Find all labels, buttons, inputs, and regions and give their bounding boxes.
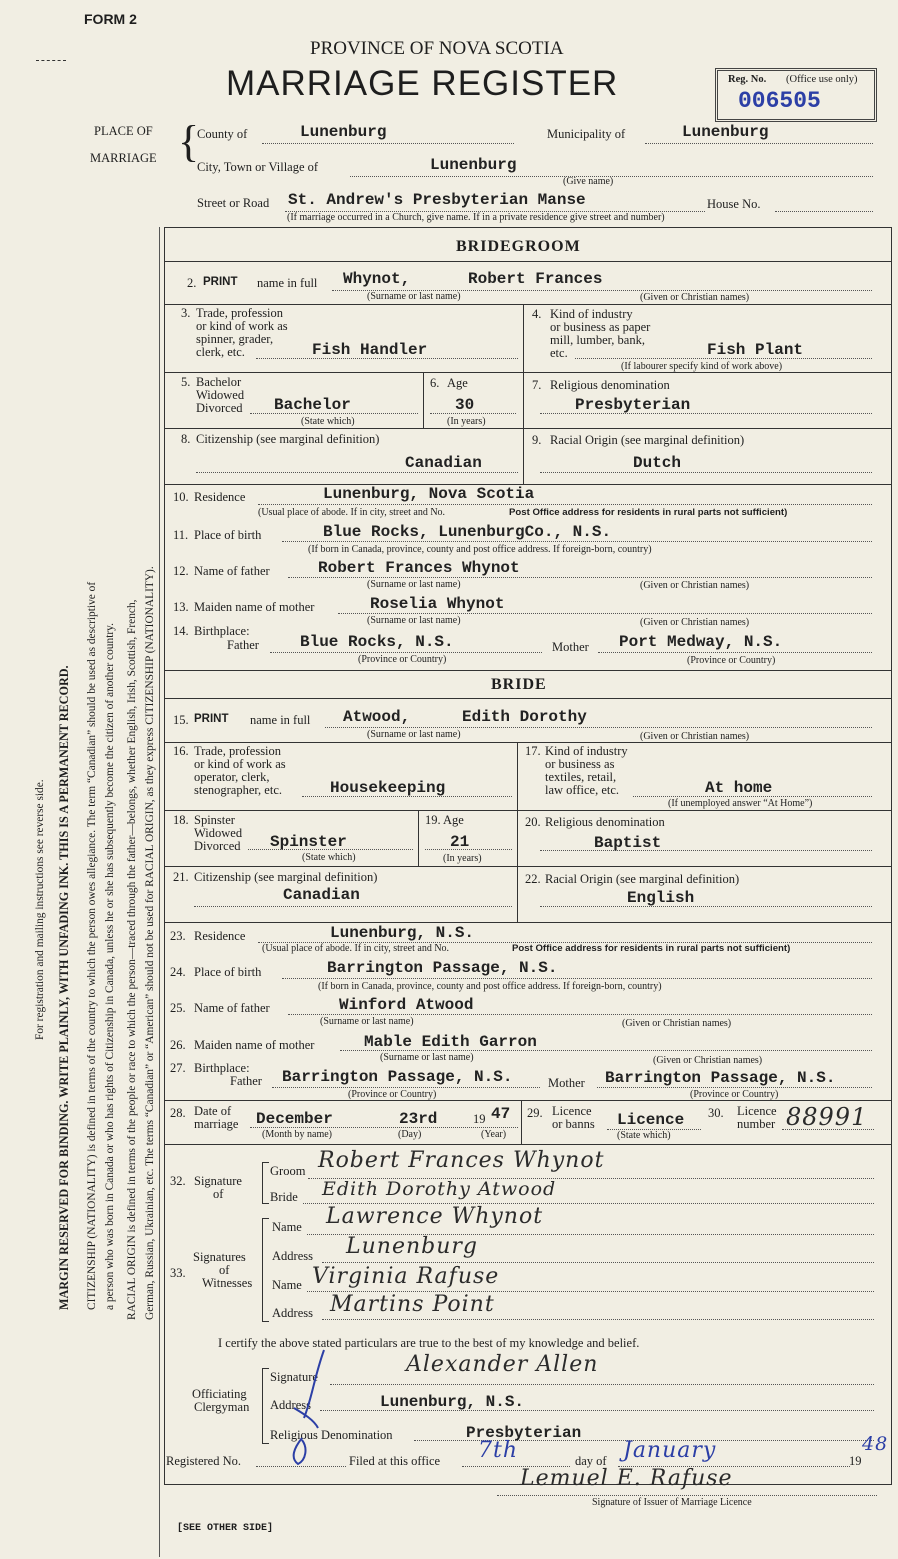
street-value: St. Andrew's Presbyterian Manse: [288, 191, 586, 209]
father-bp-label-2: Father: [230, 1074, 262, 1088]
f30-line2: number: [737, 1117, 776, 1131]
f3-line4: clerk, etc.: [196, 345, 245, 359]
given-note-2: (Given or Christian names): [640, 580, 750, 591]
f14-label: Birthplace:: [194, 624, 250, 638]
groom-surname: Whynot,: [343, 270, 411, 288]
marriage-month: December: [256, 1110, 333, 1128]
clergy-denom-label: Religious Denomination: [270, 1428, 393, 1442]
clergy-address: Lunenburg, N.S.: [380, 1393, 525, 1411]
birth-note-2: (If born in Canada, province, county and post office address. If foreign-born, country): [318, 981, 662, 992]
f5-line1: Bachelor: [196, 375, 242, 389]
bride-trade: Housekeeping: [330, 779, 446, 797]
f26-label: Maiden name of mother: [194, 1038, 315, 1052]
registered-no-label: Registered No.: [166, 1454, 241, 1468]
f17-line1: Kind of industry: [545, 744, 628, 758]
bride-mother-birthplace: Barrington Passage, N.S.: [605, 1069, 836, 1087]
f33-num: 33.: [170, 1266, 186, 1280]
give-name-note: (Give name): [563, 176, 614, 187]
surname-note-6: (Surname or last name): [380, 1052, 474, 1063]
bride-given: Edith Dorothy: [462, 708, 587, 726]
f9-num: 9.: [532, 433, 542, 447]
f9-label: Racial Origin (see marginal definition): [550, 433, 745, 447]
province-note-3: (Province or Country): [348, 1089, 437, 1100]
filed-year: 48: [862, 1433, 889, 1455]
mother-bp-label-2: Mother: [548, 1076, 585, 1090]
municipality-value: Lunenburg: [682, 123, 769, 141]
f4-line1: Kind of industry: [550, 307, 633, 321]
scan-mark: [36, 60, 66, 61]
f18-line2: Widowed: [194, 826, 243, 840]
day-of-label: day of: [575, 1454, 607, 1468]
margin-racial-def-2: German, Russian, Ukrainian, etc. The terms “Canadian” or “American” should not be used for RACIAL ORIGIN, as they express CITIZENSHIP (NATIONALITY).: [144, 566, 156, 1320]
f17-line3: textiles, retail,: [545, 770, 617, 784]
f33-line3: Witnesses: [202, 1276, 253, 1290]
unemployed-note: (If unemployed answer “At Home”): [668, 798, 813, 809]
province-heading: PROVINCE OF NOVA SCOTIA: [310, 38, 564, 59]
age-note-2: (In years): [443, 853, 482, 864]
filed-day: 7th: [478, 1438, 519, 1463]
f3-line2: or kind of work as: [196, 319, 288, 333]
f29-line1: Licence: [552, 1104, 592, 1118]
f25-num: 25.: [170, 1001, 186, 1015]
f33-line2: of: [219, 1263, 230, 1277]
issuer-label: Signature of Issuer of Marriage Licence: [592, 1497, 752, 1508]
f5-num: 5.: [181, 375, 191, 389]
f3-line3: spinner, grader,: [196, 332, 274, 346]
bride-residence: Lunenburg, N.S.: [330, 924, 475, 942]
office-use-note: (Office use only): [786, 74, 858, 85]
form-label: FORM 2: [84, 11, 137, 27]
form-frame: [164, 227, 892, 1485]
f3-line1: Trade, profession: [196, 306, 284, 320]
f16-line4: stenographer, etc.: [194, 783, 283, 797]
f13-num: 13.: [173, 600, 189, 614]
f5-line3: Divorced: [196, 401, 243, 415]
f6-num: 6.: [430, 376, 440, 390]
mother-bp-label: Mother: [552, 640, 589, 654]
city-value: Lunenburg: [430, 156, 517, 174]
f8-label: Citizenship (see marginal definition): [196, 432, 380, 446]
issuer-signature: Lemuel E. Rafuse: [520, 1466, 733, 1491]
f7-label: Religious denomination: [550, 378, 670, 392]
given-note-6: (Given or Christian names): [653, 1055, 763, 1066]
f26-num: 26.: [170, 1038, 186, 1052]
margin-racial-def: RACIAL ORIGIN is defined in terms of the people or race to which the person—traced through the father—belongs, whether English, Irish, Scottish, French,: [126, 599, 138, 1320]
f21-label: Citizenship (see marginal definition): [194, 870, 378, 884]
status-note: (State which): [301, 416, 355, 427]
f32-line1: Signature: [194, 1174, 242, 1188]
groom-trade: Fish Handler: [312, 341, 428, 359]
bride-racial: English: [627, 889, 695, 907]
margin-permanent-record: MARGIN RESERVED FOR BINDING. WRITE PLAINLY, WITH UNFADING INK. THIS IS A PERMANENT RECORD.: [57, 665, 71, 1310]
f14-num: 14.: [173, 624, 189, 638]
groom-industry: Fish Plant: [707, 341, 804, 359]
f32-line2: of: [213, 1187, 224, 1201]
bride-sig-label: Bride: [270, 1190, 298, 1204]
f12-num: 12.: [173, 564, 189, 578]
f16-line1: Trade, profession: [194, 744, 282, 758]
marriage-day: 23rd: [399, 1110, 438, 1128]
f30-line1: Licence: [737, 1104, 777, 1118]
f16-line3: operator, clerk,: [194, 770, 270, 784]
page-title: MARRIAGE REGISTER: [226, 64, 619, 103]
father-bp-label: Father: [227, 638, 259, 652]
f13-label: Maiden name of mother: [194, 600, 315, 614]
f8-num: 8.: [181, 432, 191, 446]
f18-line3: Divorced: [194, 839, 241, 853]
given-note: (Given or Christian names): [640, 292, 750, 303]
f15-print: PRINT: [194, 713, 229, 725]
certify-text: I certify the above stated particulars are true to the best of my knowledge and belief.: [218, 1336, 640, 1350]
street-note: (If marriage occurred in a Church, give name. If in a private residence give street and number): [287, 212, 665, 223]
f3-num: 3.: [181, 306, 191, 320]
blue-initials-mark: [284, 1348, 334, 1468]
f19-num: 19.: [425, 813, 441, 827]
margin-citizenship-def: CITIZENSHIP (NATIONALITY) is defined in terms of the country to which the person owes allegiance. The term “Canadian” should be used as descriptive of: [86, 581, 98, 1310]
surname-note-4: (Surname or last name): [367, 729, 461, 740]
street-label: Street or Road: [197, 196, 270, 210]
clergy-sig-label: Signature: [270, 1370, 318, 1384]
clergy-signature: Alexander Allen: [406, 1352, 599, 1377]
f27-label: Birthplace:: [194, 1061, 250, 1075]
f12-label: Name of father: [194, 564, 270, 578]
province-note-2: (Province or Country): [687, 655, 776, 666]
groom-given: Robert Frances: [468, 270, 603, 288]
see-other-side: [SEE OTHER SIDE]: [177, 1523, 274, 1534]
groom-heading: BRIDEGROOM: [456, 238, 581, 255]
day-note: (Day): [398, 1129, 422, 1140]
officiating-label-1: Officiating: [192, 1387, 247, 1401]
f28-line2: marriage: [194, 1117, 239, 1131]
groom-sig-label: Groom: [270, 1164, 306, 1178]
witness1-address: Lunenburg: [346, 1234, 478, 1259]
f28-line1: Date of: [194, 1104, 232, 1118]
given-note-5: (Given or Christian names): [622, 1018, 732, 1029]
brace: {: [178, 117, 200, 166]
clergy-denomination: Presbyterian: [466, 1424, 582, 1442]
year-note: (Year): [481, 1129, 507, 1140]
groom-signature: Robert Frances Whynot: [318, 1148, 605, 1173]
f29-line2: or banns: [552, 1117, 595, 1131]
f5-line2: Widowed: [196, 388, 245, 402]
f15-label: name in full: [250, 713, 311, 727]
f2-print: PRINT: [203, 276, 238, 288]
given-note-3: (Given or Christian names): [640, 617, 750, 628]
place-of-label: PLACE OF: [94, 124, 153, 138]
f17-line4: law office, etc.: [545, 783, 620, 797]
industry-note: (If labourer specify kind of work above): [621, 361, 783, 372]
w1-name-label: Name: [272, 1220, 302, 1234]
f16-num: 16.: [173, 744, 189, 758]
municipality-label: Municipality of: [547, 127, 626, 141]
f30-num: 30.: [708, 1106, 724, 1120]
province-note-4: (Province or Country): [690, 1089, 779, 1100]
bride-signature: Edith Dorothy Atwood: [322, 1178, 557, 1200]
f11-num: 11.: [173, 528, 189, 542]
groom-racial: Dutch: [633, 454, 682, 472]
groom-citizenship: Canadian: [405, 454, 482, 472]
witness2-address: Martins Point: [330, 1292, 495, 1317]
f7-num: 7.: [532, 378, 542, 392]
clergy-address-label: Address: [270, 1398, 311, 1412]
residence-note-2: Post Office address for residents in rural parts not sufficient): [509, 507, 788, 518]
city-label: City, Town or Village of: [197, 160, 319, 174]
margin-citizenship-def-2: a person who was born in Canada or who has rights of Citizenship in Canada, unless he or she has subsequently become the citizen of another country.: [104, 623, 116, 1310]
f22-label: Racial Origin (see marginal definition): [545, 872, 740, 886]
f4-line2: or business as paper: [550, 320, 651, 334]
f24-num: 24.: [170, 965, 186, 979]
f17-line2: or business as: [545, 757, 615, 771]
witness1-name: Lawrence Whynot: [326, 1204, 544, 1229]
groom-father-birthplace: Blue Rocks, N.S.: [300, 633, 454, 651]
licence-number: 88991: [786, 1103, 868, 1131]
residence-note-4: Post Office address for residents in rural parts not sufficient): [512, 943, 791, 954]
f10-num: 10.: [173, 490, 189, 504]
f6-label: Age: [447, 376, 468, 390]
w2-address-label: Address: [272, 1306, 313, 1320]
bride-religion: Baptist: [594, 834, 662, 852]
w2-name-label: Name: [272, 1278, 302, 1292]
bride-citizenship: Canadian: [283, 886, 360, 904]
surname-note-5: (Surname or last name): [320, 1016, 414, 1027]
bride-industry: At home: [705, 779, 773, 797]
groom-father: Robert Frances Whynot: [318, 559, 520, 577]
f21-num: 21.: [173, 870, 189, 884]
house-no-label: House No.: [707, 197, 761, 211]
groom-religion: Presbyterian: [575, 396, 691, 414]
f25-label: Name of father: [194, 1001, 270, 1015]
bride-age: 21: [450, 833, 470, 851]
year-prefix: 19: [473, 1112, 486, 1126]
f28-num: 28.: [170, 1106, 186, 1120]
reg-number-box: [715, 68, 877, 122]
f23-label: Residence: [194, 929, 246, 943]
f33-line1: Signatures: [193, 1250, 246, 1264]
f18-num: 18.: [173, 813, 189, 827]
f17-num: 17.: [525, 744, 541, 758]
bride-mother: Mable Edith Garron: [364, 1033, 537, 1051]
f20-num: 20.: [525, 815, 541, 829]
licence-or-banns: Licence: [617, 1111, 685, 1129]
surname-note-3: (Surname or last name): [367, 615, 461, 626]
margin-instructions: For registration and mailing instructions see reverse side.: [34, 779, 46, 1040]
f10-label: Residence: [194, 490, 246, 504]
f2-num: 2.: [187, 276, 197, 290]
f27-num: 27.: [170, 1061, 186, 1075]
f29-num: 29.: [527, 1106, 543, 1120]
groom-birthplace: Blue Rocks, LunenburgCo., N.S.: [323, 523, 612, 541]
groom-mother: Roselia Whynot: [370, 595, 505, 613]
bride-birthplace: Barrington Passage, N.S.: [327, 959, 558, 977]
groom-status: Bachelor: [274, 396, 351, 414]
filed-month: January: [623, 1438, 717, 1463]
officiating-label-2: Clergyman: [194, 1400, 250, 1414]
f16-line2: or kind of work as: [194, 757, 286, 771]
w1-address-label: Address: [272, 1249, 313, 1263]
age-note: (In years): [447, 416, 486, 427]
f15-num: 15.: [173, 713, 189, 727]
reg-no-label: Reg. No.: [728, 74, 767, 85]
birth-note: (If born in Canada, province, county and post office address. If foreign-born, country): [308, 544, 652, 555]
bride-father: Winford Atwood: [339, 996, 474, 1014]
groom-mother-birthplace: Port Medway, N.S.: [619, 633, 783, 651]
given-note-4: (Given or Christian names): [640, 731, 750, 742]
reg-number: 006505: [738, 88, 821, 114]
bride-father-birthplace: Barrington Passage, N.S.: [282, 1068, 513, 1086]
f24-label: Place of birth: [194, 965, 262, 979]
bride-heading: BRIDE: [491, 676, 547, 693]
f4-num: 4.: [532, 307, 542, 321]
filed-label: Filed at this office: [349, 1454, 441, 1468]
month-note: (Month by name): [262, 1129, 332, 1140]
surname-note-2: (Surname or last name): [367, 579, 461, 590]
groom-age: 30: [455, 396, 475, 414]
status-note-3: (State which): [617, 1130, 671, 1141]
groom-residence: Lunenburg, Nova Scotia: [323, 485, 535, 503]
f32-num: 32.: [170, 1174, 186, 1188]
f19-label: Age: [443, 813, 464, 827]
province-note-1: (Province or Country): [358, 654, 447, 665]
marriage-label: MARRIAGE: [90, 151, 157, 165]
residence-note-1: (Usual place of abode. If in city, street and No.: [258, 507, 446, 518]
f20-label: Religious denomination: [545, 815, 665, 829]
bride-status: Spinster: [270, 833, 347, 851]
bride-surname: Atwood,: [343, 708, 411, 726]
surname-note: (Surname or last name): [367, 291, 461, 302]
f4-line3: mill, lumber, bank,: [550, 333, 645, 347]
f23-num: 23.: [170, 929, 186, 943]
marriage-year: 47: [491, 1105, 511, 1123]
status-note-2: (State which): [302, 852, 356, 863]
residence-note-3: (Usual place of abode. If in city, street and No.: [262, 943, 450, 954]
f22-num: 22.: [525, 872, 541, 886]
f11-label: Place of birth: [194, 528, 262, 542]
f4-line4: etc.: [550, 346, 568, 360]
county-label: County of: [197, 127, 248, 141]
witness2-name: Virginia Rafuse: [312, 1264, 500, 1289]
f18-line1: Spinster: [194, 813, 235, 827]
f2-label: name in full: [257, 276, 318, 290]
county-value: Lunenburg: [300, 123, 387, 141]
filed-year-prefix: 19: [849, 1454, 862, 1468]
